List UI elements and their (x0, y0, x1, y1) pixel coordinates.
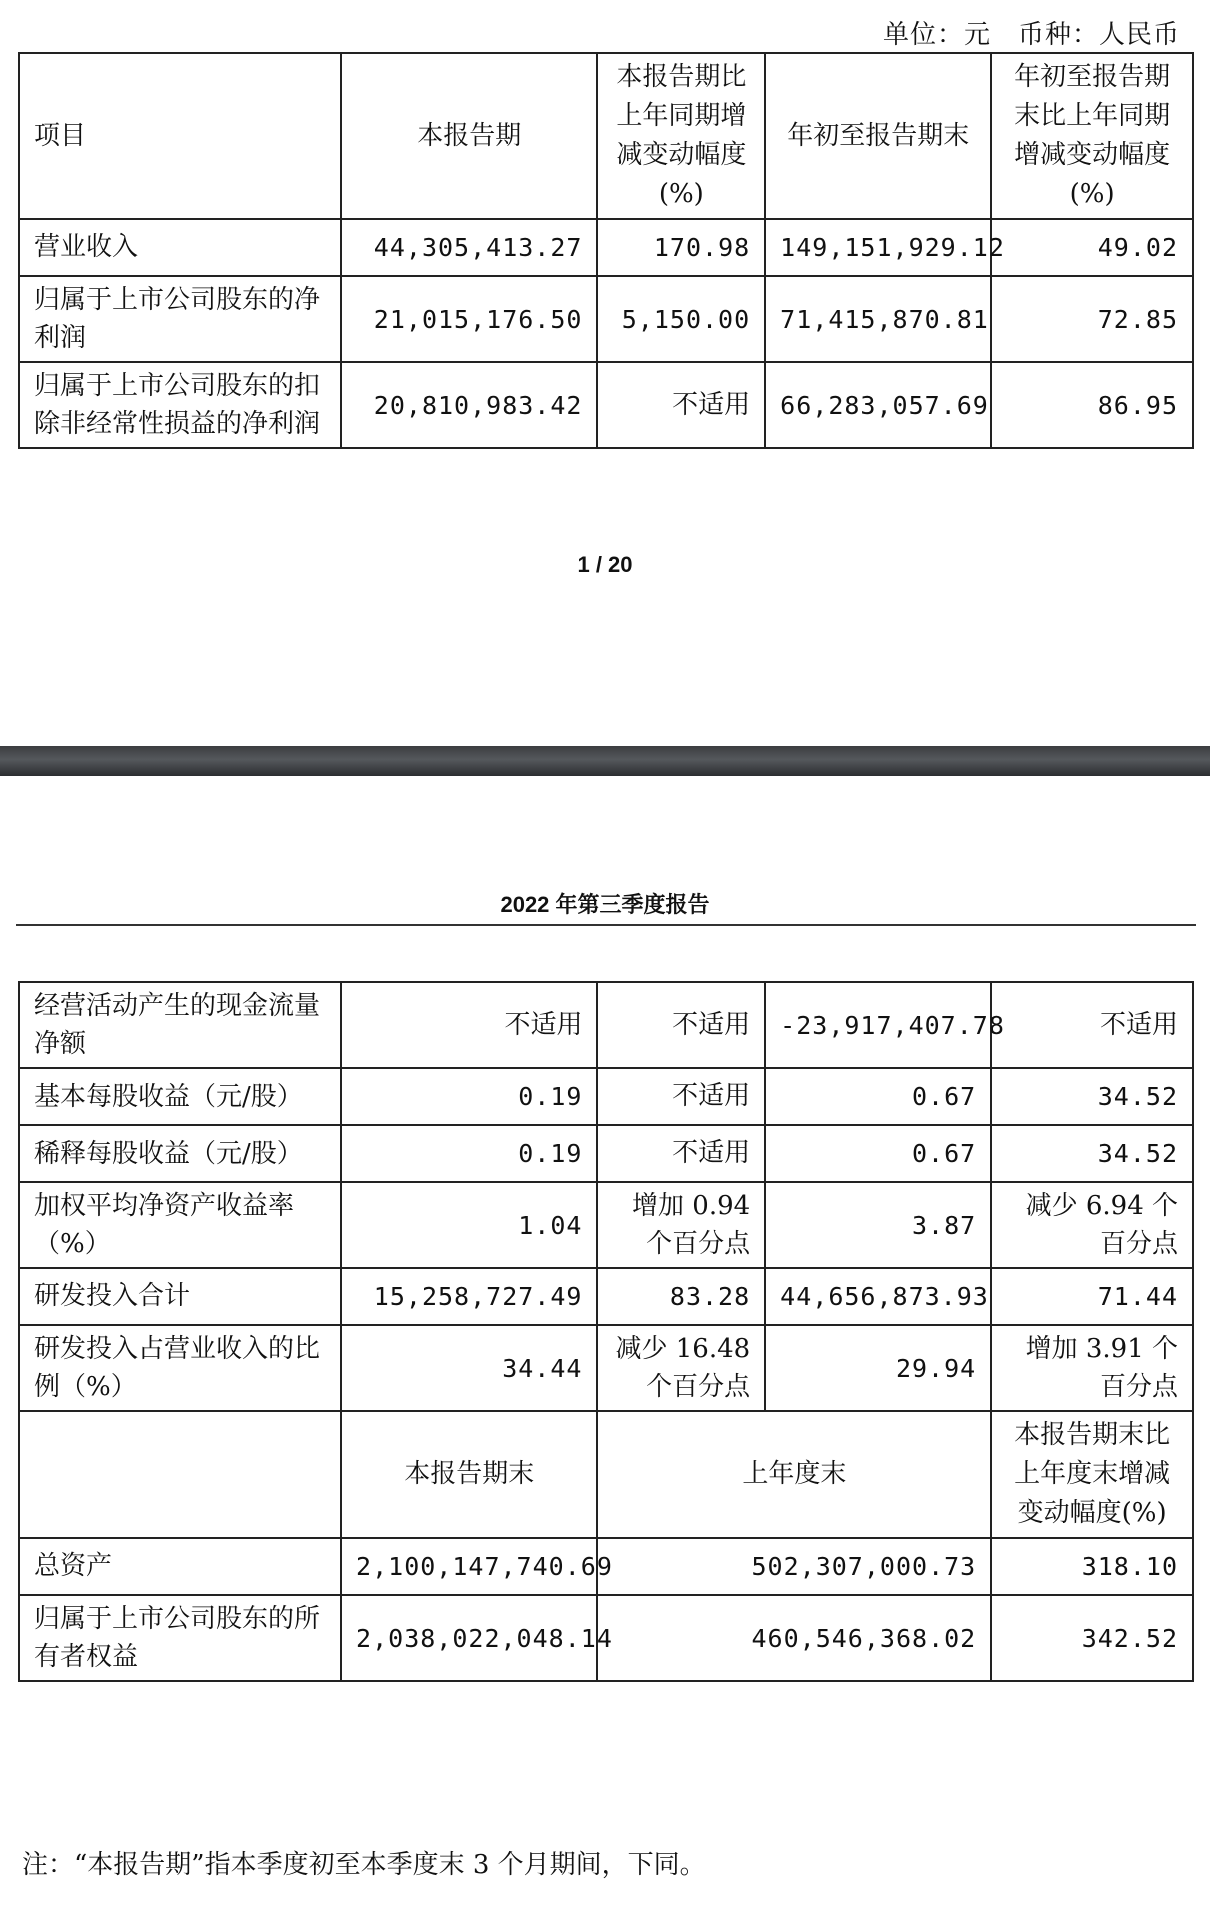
row-item: 基本每股收益（元/股） (19, 1068, 341, 1125)
row-item: 经营活动产生的现金流量净额 (19, 982, 341, 1068)
row-item: 归属于上市公司股东的所有者权益 (19, 1595, 341, 1681)
row-current-change: 不适用 (597, 1125, 765, 1182)
header-ytd: 年初至报告期末 (765, 53, 991, 219)
row-current-change: 83.28 (597, 1268, 765, 1325)
row-ytd-change: 不适用 (991, 982, 1193, 1068)
row-ytd-change: 49.02 (991, 219, 1193, 276)
table-row (19, 982, 1193, 1068)
row-item: 研发投入合计 (19, 1268, 341, 1325)
row-current: 44,305,413.27 (341, 219, 597, 276)
table-row (19, 1068, 1193, 1125)
row-current: 1.04 (341, 1182, 597, 1268)
page-divider (0, 746, 1210, 776)
header-ytd-change: 年初至报告期末比上年同期增减变动幅度(%) (991, 53, 1193, 219)
row-ytd: -23,917,407.78 (765, 982, 991, 1068)
row-ytd: 0.67 (765, 1125, 991, 1182)
row-item: 稀释每股收益（元/股） (19, 1125, 341, 1182)
report-page-1 (0, 0, 1210, 746)
row-current-change: 不适用 (597, 982, 765, 1068)
balance-header-row (19, 1411, 1193, 1538)
table-row (19, 276, 1193, 362)
table-row (19, 1268, 1193, 1325)
key-financial-table (18, 52, 1194, 449)
table-header-row (19, 53, 1193, 219)
unit-currency-line: 单位：元 币种：人民币 (882, 20, 1180, 50)
row-current-change: 增加 0.94 个百分点 (597, 1182, 765, 1268)
table-row (19, 1325, 1193, 1411)
report-page-2 (0, 776, 1210, 1911)
row-current: 0.19 (341, 1125, 597, 1182)
row-change: 318.10 (991, 1538, 1193, 1595)
row-current: 21,015,176.50 (341, 276, 597, 362)
table-row (19, 219, 1193, 276)
row-current: 15,258,727.49 (341, 1268, 597, 1325)
row-change: 342.52 (991, 1595, 1193, 1681)
row-current-change: 不适用 (597, 362, 765, 448)
row-item: 归属于上市公司股东的净利润 (19, 276, 341, 362)
row-current-change: 减少 16.48 个百分点 (597, 1325, 765, 1411)
row-ytd: 3.87 (765, 1182, 991, 1268)
header-item: 项目 (19, 53, 341, 219)
row-ytd-change: 增加 3.91 个百分点 (991, 1325, 1193, 1411)
row-period-end: 2,038,022,048.14 (341, 1595, 597, 1681)
table-row (19, 1125, 1193, 1182)
row-current: 20,810,983.42 (341, 362, 597, 448)
row-ytd-change: 71.44 (991, 1268, 1193, 1325)
header-rule (16, 924, 1196, 926)
row-ytd-change: 34.52 (991, 1068, 1193, 1125)
footnote: 注：“本报告期”指本季度初至本季度末 3 个月期间，下同。 (22, 1850, 706, 1880)
row-prior-year-end: 502,307,000.73 (597, 1538, 991, 1595)
row-ytd-change: 86.95 (991, 362, 1193, 448)
row-item: 营业收入 (19, 219, 341, 276)
row-ytd: 149,151,929.12 (765, 219, 991, 276)
row-ytd-change: 34.52 (991, 1125, 1193, 1182)
row-ytd: 44,656,873.93 (765, 1268, 991, 1325)
balance-header-item (19, 1411, 341, 1538)
table-row (19, 1182, 1193, 1268)
row-prior-year-end: 460,546,368.02 (597, 1595, 991, 1681)
balance-header-period-end: 本报告期末 (341, 1411, 597, 1538)
row-period-end: 2,100,147,740.69 (341, 1538, 597, 1595)
row-current: 34.44 (341, 1325, 597, 1411)
row-ytd: 71,415,870.81 (765, 276, 991, 362)
header-current-period: 本报告期 (341, 53, 597, 219)
row-ytd: 29.94 (765, 1325, 991, 1411)
row-current-change: 170.98 (597, 219, 765, 276)
row-current-change: 5,150.00 (597, 276, 765, 362)
table-row (19, 1595, 1193, 1681)
row-ytd-change: 减少 6.94 个百分点 (991, 1182, 1193, 1268)
row-item: 加权平均净资产收益率（%） (19, 1182, 341, 1268)
row-current-change: 不适用 (597, 1068, 765, 1125)
table-row (19, 1538, 1193, 1595)
row-ytd: 66,283,057.69 (765, 362, 991, 448)
key-financial-table-continued (18, 981, 1194, 1682)
row-item: 研发投入占营业收入的比例（%） (19, 1325, 341, 1411)
table-row (19, 362, 1193, 448)
row-current: 不适用 (341, 982, 597, 1068)
header-current-change: 本报告期比上年同期增减变动幅度(%) (597, 53, 765, 219)
report-title: 2022 年第三季度报告 (500, 892, 710, 917)
row-current: 0.19 (341, 1068, 597, 1125)
row-ytd-change: 72.85 (991, 276, 1193, 362)
row-item: 归属于上市公司股东的扣除非经常性损益的净利润 (19, 362, 341, 448)
row-ytd: 0.67 (765, 1068, 991, 1125)
page-number: 1 / 20 (577, 552, 633, 577)
balance-header-change: 本报告期末比上年度末增减变动幅度(%) (991, 1411, 1193, 1538)
balance-header-prior-year-end: 上年度末 (597, 1411, 991, 1538)
row-item: 总资产 (19, 1538, 341, 1595)
